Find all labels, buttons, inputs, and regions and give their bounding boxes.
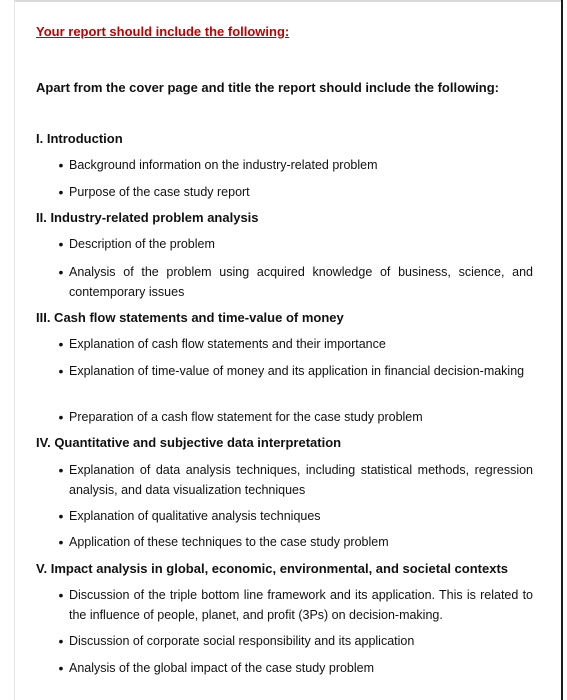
list-item-text: Discussion of the triple bottom line framework and its application. This is related to the influence of people, planet, and profit (3Ps) on decision-making. [69, 588, 533, 622]
list-item-text: Description of the problem [69, 237, 215, 251]
bullet-icon: • [58, 236, 64, 252]
section-title-problem-analysis: II. Industry-related problem analysis [36, 210, 259, 225]
list-item-text: Analysis of the problem using acquired knowledge of business, science, and contemporary issues [69, 265, 533, 299]
bullet-icon: • [58, 363, 64, 379]
list-item-text: Explanation of data analysis techniques, including statistical methods, regression analysis, and data visualization techniques [69, 463, 533, 497]
section-title-impact-analysis: V. Impact analysis in global, economic, environmental, and societal contexts [36, 561, 508, 576]
list-item-text: Application of these techniques to the case study problem [69, 535, 389, 549]
list-item-text: Explanation of qualitative analysis techniques [69, 509, 321, 523]
bullet-icon: • [58, 157, 64, 173]
bullet-icon: • [58, 462, 64, 478]
bullet-icon: • [58, 508, 64, 524]
section-title-cash-flow: III. Cash flow statements and time-value of money [36, 310, 344, 325]
bullet-icon: • [58, 264, 64, 280]
list-item-text: Preparation of a cash flow statement for the case study problem [69, 410, 423, 424]
page-top-edge [14, 0, 561, 2]
list-item-text: Purpose of the case study report [69, 185, 250, 199]
list-item-text: Discussion of corporate social responsibility and its application [69, 634, 415, 648]
bullet-icon: • [58, 660, 64, 676]
bullet-icon: • [58, 409, 64, 425]
bullet-icon: • [58, 336, 64, 352]
bullet-icon: • [58, 534, 64, 550]
bullet-icon: • [58, 587, 64, 603]
section-title-introduction: I. Introduction [36, 131, 123, 146]
page-left-edge [14, 0, 15, 700]
list-item-text: Explanation of time-value of money and its application in financial decision-making [69, 364, 525, 378]
list-item-text: Analysis of the global impact of the case study problem [69, 661, 375, 675]
list-item-text: Background information on the industry-related problem [69, 158, 378, 172]
section-title-data-interpretation: IV. Quantitative and subjective data interpretation [36, 435, 342, 450]
report-heading: Your report should include the following: [36, 24, 290, 39]
bullet-icon: • [58, 633, 64, 649]
bullet-icon: • [58, 184, 64, 200]
list-item-text: Explanation of cash flow statements and their importance [69, 337, 386, 351]
intro-text: Apart from the cover page and title the report should include the following: [36, 80, 499, 95]
